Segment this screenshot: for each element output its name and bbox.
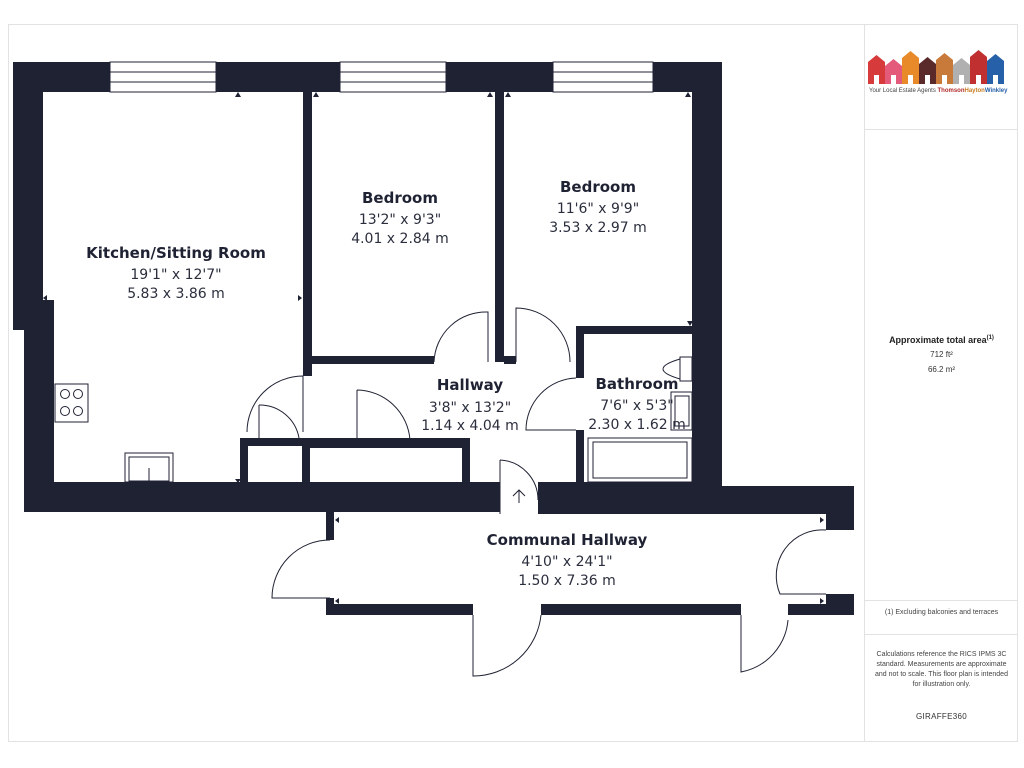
room-name-communal: Communal Hallway xyxy=(486,531,648,549)
wall-cupboard-left xyxy=(240,438,248,482)
info-sidebar xyxy=(864,24,1018,742)
room-communal xyxy=(487,531,648,589)
hob-icon xyxy=(55,384,88,422)
room-bathroom xyxy=(588,375,686,433)
door-communal-bottom-right xyxy=(741,615,788,672)
door-cupboard xyxy=(259,405,299,442)
wall-top-mid2 xyxy=(446,62,553,92)
house-door-icon xyxy=(891,75,896,84)
wall-store-top xyxy=(302,438,466,448)
door-communal-right xyxy=(776,530,826,594)
room-dim-kitchen-metric: 5.83 x 3.86 m xyxy=(127,286,225,302)
agency-logo xyxy=(865,24,1018,94)
marker xyxy=(235,92,241,97)
door-entrance xyxy=(500,460,538,514)
logo-brand-winkley: Winkley xyxy=(984,88,1008,94)
door-bedroom2 xyxy=(516,308,570,362)
house-door-icon xyxy=(874,75,879,84)
logo-tagline xyxy=(869,88,1007,94)
house-door-icon xyxy=(976,75,981,84)
marker xyxy=(335,517,339,523)
wall-hall-bath-top xyxy=(576,326,692,334)
door-bedroom1 xyxy=(434,312,488,362)
wall-bed1-bottom xyxy=(312,356,434,364)
footnote-section xyxy=(865,600,1018,635)
wall-bottom-left xyxy=(24,482,500,512)
wall-communal-bottom-mid xyxy=(541,604,741,615)
house-door-icon xyxy=(942,75,947,84)
house-door-icon xyxy=(925,75,930,84)
wall-communal-bottom-right xyxy=(788,604,826,615)
room-dim-hallway-metric: 1.14 x 4.04 m xyxy=(421,418,519,434)
room-name-bathroom: Bathroom xyxy=(595,375,679,393)
entrance-arrow-icon xyxy=(513,490,525,503)
room-bedroom2 xyxy=(549,178,647,236)
wall-communal-right-top xyxy=(826,486,854,530)
giraffe360-brand: GIRAFFE360 xyxy=(915,712,967,721)
area-title xyxy=(865,335,1018,345)
room-name-bedroom1: Bedroom xyxy=(362,189,438,207)
door-kitchen xyxy=(247,376,303,432)
wall-top-mid1 xyxy=(216,62,340,92)
wall-communal-left-bottom xyxy=(326,598,334,615)
window-bedroom1 xyxy=(340,62,446,92)
logo-section xyxy=(865,24,1018,130)
marker xyxy=(505,92,511,97)
marker xyxy=(685,92,691,97)
wall-store-right xyxy=(462,438,470,482)
wall-left-upper xyxy=(13,62,43,330)
window-bedroom2 xyxy=(553,62,653,92)
door-communal-left xyxy=(272,540,330,598)
marker xyxy=(313,92,319,97)
room-dim-bathroom-imperial: 7'6" x 5'3" xyxy=(600,398,674,414)
door-store xyxy=(357,390,410,440)
marker xyxy=(820,598,824,604)
windows xyxy=(110,62,653,92)
room-name-hallway: Hallway xyxy=(436,376,504,394)
area-sqft: 712 ft² xyxy=(930,350,953,359)
wall-bed1-bed2 xyxy=(495,92,504,362)
room-dim-communal-metric: 1.50 x 7.36 m xyxy=(518,573,616,589)
logo-tagline-text: Your Local Estate Agents xyxy=(869,88,936,94)
house-icons xyxy=(868,50,1004,84)
window-kitchen xyxy=(110,62,216,92)
logo-brand-thomson: Thomson xyxy=(937,88,965,94)
door-communal-bottom-left xyxy=(473,615,541,676)
calculation-note: Calculations reference the RICS IPMS 3C standard. Measurements are approximate and not to scale. This floor plan is intended for illustration only. xyxy=(875,651,1008,688)
wall-kitchen-hall-lower xyxy=(303,364,312,376)
sink-icon xyxy=(125,453,173,482)
room-dim-bedroom2-metric: 3.53 x 2.97 m xyxy=(549,220,647,236)
wall-hall-bath-side-upper xyxy=(576,326,584,378)
area-sqm: 66.2 m² xyxy=(927,365,956,374)
wall-communal-right-bottom xyxy=(826,594,854,615)
wall-right xyxy=(692,62,722,486)
wall-communal-top xyxy=(538,486,854,514)
room-dim-kitchen-imperial: 19'1" x 12'7" xyxy=(130,267,222,283)
wall-cupboard-top xyxy=(240,438,304,446)
area-footnote: (1) Excluding balconies and terraces xyxy=(884,609,999,616)
room-kitchen xyxy=(86,244,266,302)
marker xyxy=(335,598,339,604)
room-bedroom1 xyxy=(351,189,449,247)
room-dim-bathroom-metric: 2.30 x 1.62 m xyxy=(588,417,686,433)
wall-hall-bath-side-lower xyxy=(576,430,584,482)
room-name-bedroom2: Bedroom xyxy=(560,178,636,196)
marker xyxy=(820,517,824,523)
wall-communal-bottom-left xyxy=(330,604,473,615)
room-name-kitchen: Kitchen/Sitting Room xyxy=(86,244,266,262)
room-dim-hallway-imperial: 3'8" x 13'2" xyxy=(428,400,512,416)
walls xyxy=(13,62,854,615)
room-dim-bedroom1-metric: 4.01 x 2.84 m xyxy=(351,231,449,247)
logo-brand-hayton: Hayton xyxy=(964,88,985,94)
wall-communal-left-top xyxy=(326,512,334,540)
bath-icon xyxy=(588,438,692,482)
room-hallway xyxy=(421,376,519,434)
area-title-text: Approximate total area xyxy=(889,335,987,345)
house-door-icon xyxy=(908,75,913,84)
house-door-icon xyxy=(993,75,998,84)
wall-left-lower xyxy=(24,300,54,512)
wall-bed2-bottom xyxy=(504,356,516,364)
room-dim-bedroom1-imperial: 13'2" x 9'3" xyxy=(358,212,442,228)
wall-kitchen-bed1 xyxy=(303,92,312,370)
room-dim-bedroom2-imperial: 11'6" x 9'9" xyxy=(556,201,640,217)
house-door-icon xyxy=(959,75,964,84)
door-bathroom xyxy=(526,378,576,430)
room-dim-communal-imperial: 4'10" x 24'1" xyxy=(521,554,613,570)
marker xyxy=(298,295,302,301)
area-footnote-mark: (1) xyxy=(986,335,994,341)
marker xyxy=(487,92,493,97)
